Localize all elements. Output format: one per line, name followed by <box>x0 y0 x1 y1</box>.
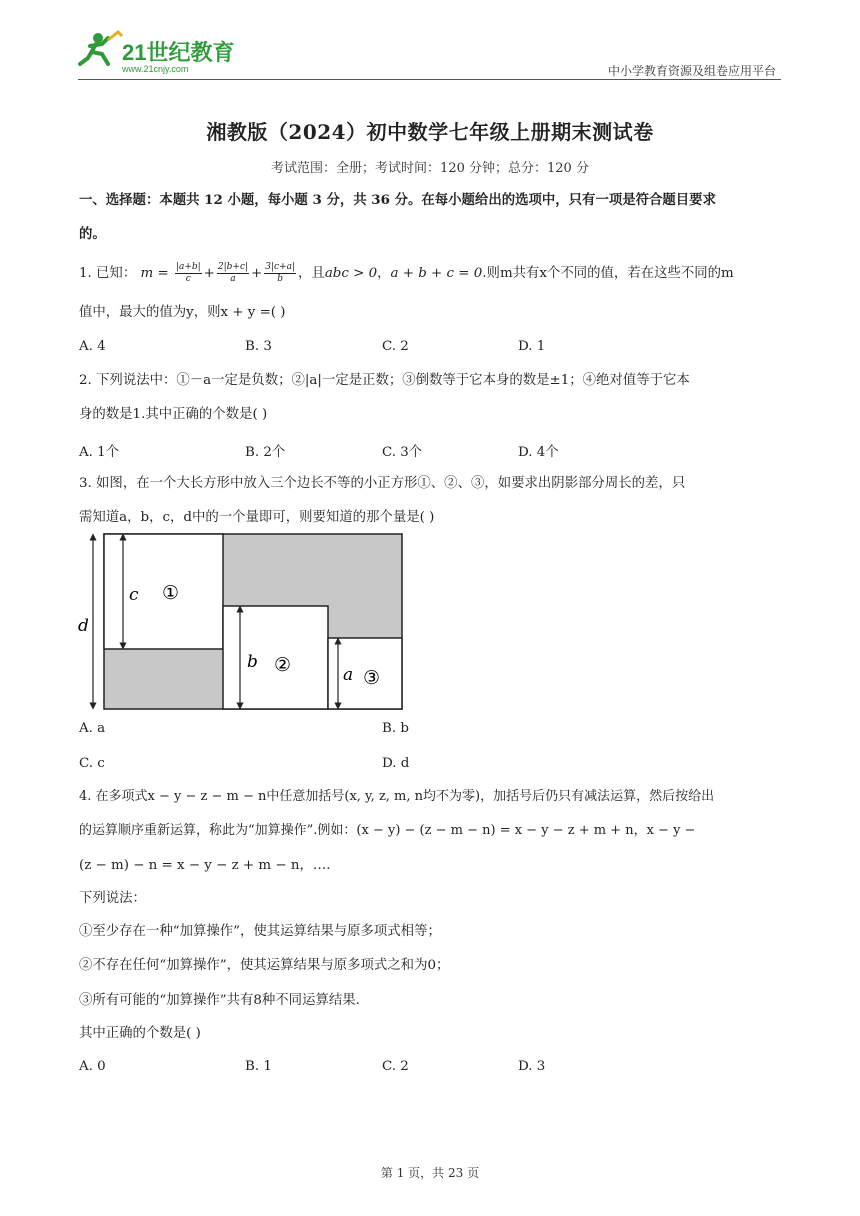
logo-runner-icon <box>78 30 258 76</box>
q1-option-d[interactable]: D. 1 <box>518 339 546 354</box>
header-platform-text: 中小学教育资源及组卷应用平台 <box>607 64 776 78</box>
label-square-2: ② <box>274 654 292 676</box>
q4-statement-3: ③所有可能的“加算操作”共有8种不同运算结果. <box>79 993 360 1008</box>
svg-text:21世纪教育: 21世纪教育 <box>122 40 235 65</box>
q4-line8: 其中正确的个数是( ) <box>79 1026 201 1041</box>
section-heading-line2: 的。 <box>79 226 106 242</box>
q3-option-d[interactable]: D. d <box>382 756 410 771</box>
q2-option-b[interactable]: B. 2个 <box>245 445 286 460</box>
q1-option-a[interactable]: A. 4 <box>79 339 106 354</box>
q3-figure <box>76 530 408 718</box>
q4-option-b[interactable]: B. 1 <box>245 1059 272 1074</box>
svg-text:www.21cnjy.com: www.21cnjy.com <box>122 64 189 74</box>
page-number: 第 1 页，共 23 页 <box>380 1166 480 1180</box>
q1-frac1: $\frac{|a+b|}{c}$ <box>175 262 201 284</box>
section-heading-line1: 一、选择题：本题共 12 小题，每小题 3 分，共 36 分。在每小题给出的选项中，只有一项是符合题目要求 <box>79 192 716 208</box>
q1-option-b[interactable]: B. 3 <box>245 339 272 354</box>
q1-m-eq: m = <box>140 266 169 281</box>
site-logo <box>78 30 258 76</box>
q4-statement-1: ①至少存在一种“加算操作”，使其运算结果与原多项式相等； <box>79 924 441 939</box>
q1-line1: 1. 已知： m = $\frac{|a+b|}{c}$ + $\frac{2|b+c|}{a}$ + $\frac{3|c+a|}{b}$ ，且abc > 0，a + b + c = 0.则m共有x个不同的值，若在这些不同的m <box>79 262 734 284</box>
q1-frac3: $\frac{3|c+a|}{b}$ <box>265 262 296 284</box>
q1-frac2: $\frac{2|b+c|}{a}$ <box>217 262 249 284</box>
label-c: c <box>129 585 139 605</box>
q3-option-c[interactable]: C. c <box>79 756 105 771</box>
q2-option-d[interactable]: D. 4个 <box>518 445 559 460</box>
label-a: a <box>343 665 354 685</box>
q1-option-c[interactable]: C. 2 <box>382 339 409 354</box>
q4-line3: (z − m) − n = x − y − z + m − n，…. <box>79 858 331 873</box>
q3-option-b[interactable]: B. b <box>382 721 409 736</box>
label-b: b <box>247 652 258 672</box>
page-title: 湘教版（2024）初中数学七年级上册期末测试卷 <box>206 120 654 144</box>
q1-line2: 值中，最大的值为y，则x + y =( ) <box>79 305 286 320</box>
q4-option-a[interactable]: A. 0 <box>79 1059 106 1074</box>
label-d: d <box>78 616 89 636</box>
header-divider <box>78 79 781 80</box>
q2-option-c[interactable]: C. 3个 <box>382 445 423 460</box>
q4-line2: 的运算顺序重新运算，称此为“加算操作”.例如：(x − y) − (z − m − n) = x − y − z + m + n，x − y − <box>79 823 696 838</box>
shaded-region-left <box>104 649 223 709</box>
label-square-3: ③ <box>363 667 381 689</box>
q2-line2: 身的数是1.其中正确的个数是( ) <box>79 407 268 422</box>
q4-option-d[interactable]: D. 3 <box>518 1059 546 1074</box>
q4-option-c[interactable]: C. 2 <box>382 1059 409 1074</box>
q3-line1: 3. 如图，在一个大长方形中放入三个边长不等的小正方形①、②、③，如要求出阴影部分周长的差，只 <box>79 476 686 491</box>
q2-option-a[interactable]: A. 1个 <box>79 445 120 460</box>
rectangle-squares-diagram <box>76 530 408 714</box>
exam-info: 考试范围：全册；考试时间：120 分钟；总分：120 分 <box>271 161 589 176</box>
q2-line1: 2. 下列说法中：①－a一定是负数；②|a|一定是正数；③倒数等于它本身的数是±1；④绝对值等于它本 <box>79 373 690 388</box>
q3-option-a[interactable]: A. a <box>79 721 106 736</box>
q4-line1: 4. 在多项式x − y − z − m − n中任意加括号(x, y, z, m, n均不为零)，加括号后仍只有减法运算，然后按给出 <box>79 789 715 804</box>
label-square-1: ① <box>162 582 180 604</box>
q4-statement-2: ②不存在任何“加算操作”，使其运算结果与原多项式之和为0； <box>79 958 450 973</box>
q4-line4: 下列说法： <box>79 891 146 906</box>
q3-line2: 需知道a，b，c，d中的一个量即可，则要知道的那个量是( ) <box>79 510 435 525</box>
q1-prefix: 1. 已知： <box>79 266 137 281</box>
